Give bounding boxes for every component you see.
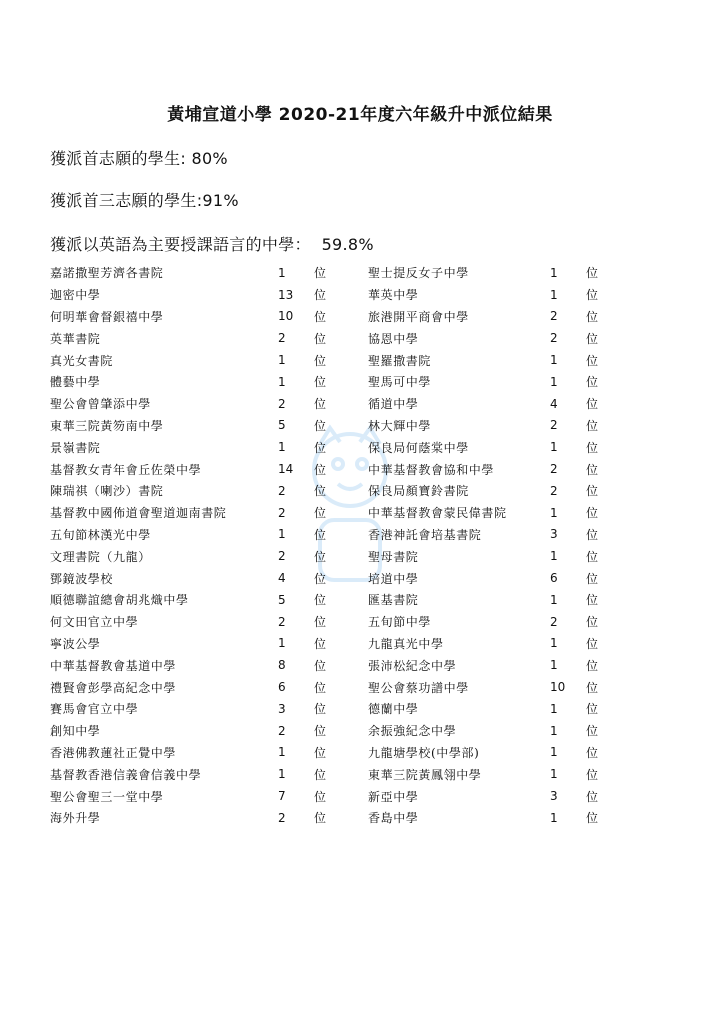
student-count: 1	[278, 636, 286, 651]
unit-label: 位	[314, 789, 327, 804]
unit-label: 位	[586, 484, 599, 499]
unit-label: 位	[586, 658, 599, 673]
student-count: 2	[278, 723, 286, 738]
unit-label: 位	[586, 397, 599, 412]
student-count: 1	[278, 527, 286, 542]
student-count: 1	[550, 265, 558, 280]
school-name: 協恩中學	[368, 331, 419, 346]
table-row	[368, 611, 650, 633]
school-name: 五旬節林漢光中學	[50, 527, 151, 542]
school-name: 海外升學	[50, 811, 101, 826]
unit-label: 位	[314, 680, 327, 695]
table-row	[50, 698, 334, 720]
student-count: 2	[550, 331, 558, 346]
school-name: 基督教中國佈道會聖道迦南書院	[50, 506, 227, 521]
student-count: 1	[278, 440, 286, 455]
unit-label: 位	[586, 745, 599, 760]
school-name: 保良局顏寶鈴書院	[368, 484, 469, 499]
student-count: 2	[550, 462, 558, 477]
student-count: 6	[550, 571, 558, 586]
table-row	[50, 720, 334, 742]
student-count: 3	[550, 789, 558, 804]
unit-label: 位	[314, 724, 327, 739]
student-count: 1	[550, 287, 558, 302]
stat-top-three-choice: 獲派首三志願的學生:91%	[50, 191, 239, 210]
unit-label: 位	[586, 309, 599, 324]
unit-label: 位	[586, 702, 599, 717]
table-row	[50, 676, 334, 698]
school-name: 景嶺書院	[50, 440, 101, 455]
student-count: 1	[550, 723, 558, 738]
unit-label: 位	[586, 462, 599, 477]
student-count: 2	[278, 483, 286, 498]
unit-label: 位	[586, 527, 599, 542]
table-row	[368, 567, 650, 589]
unit-label: 位	[314, 440, 327, 455]
unit-label: 位	[314, 397, 327, 412]
student-count: 3	[550, 527, 558, 542]
unit-label: 位	[314, 549, 327, 564]
table-row	[368, 545, 650, 567]
student-count: 5	[278, 418, 286, 433]
document-title: 黃埔宣道小學 2020-21年度六年級升中派位結果	[167, 105, 553, 125]
unit-label: 位	[314, 375, 327, 390]
table-row	[50, 262, 334, 284]
unit-label: 位	[586, 636, 599, 651]
table-row	[368, 807, 650, 829]
table-row	[368, 458, 650, 480]
unit-label: 位	[314, 331, 327, 346]
table-row	[50, 611, 334, 633]
table-row	[368, 785, 650, 807]
student-count: 2	[550, 614, 558, 629]
unit-label: 位	[586, 288, 599, 303]
school-name: 迦密中學	[50, 288, 101, 303]
school-name: 培道中學	[368, 571, 419, 586]
table-row	[368, 524, 650, 546]
table-row	[368, 633, 650, 655]
allocation-table	[50, 262, 650, 829]
school-name: 五旬節中學	[368, 615, 432, 630]
table-row	[368, 306, 650, 328]
student-count: 1	[550, 374, 558, 389]
school-name: 中華基督教會基道中學	[50, 658, 177, 673]
table-row	[368, 284, 650, 306]
school-name: 新亞中學	[368, 789, 419, 804]
table-row	[368, 327, 650, 349]
student-count: 4	[550, 396, 558, 411]
unit-label: 位	[314, 702, 327, 717]
unit-label: 位	[314, 484, 327, 499]
stat-english-medium: 獲派以英語為主要授課語言的中學： 59.8%	[50, 235, 374, 254]
school-name: 聖馬可中學	[368, 375, 432, 390]
school-name: 體藝中學	[50, 375, 101, 390]
student-count: 6	[278, 680, 286, 695]
school-name: 聖母書院	[368, 549, 419, 564]
unit-label: 位	[586, 375, 599, 390]
unit-label: 位	[586, 593, 599, 608]
table-row	[50, 502, 334, 524]
table-row	[50, 567, 334, 589]
school-name: 何明華會督銀禧中學	[50, 309, 164, 324]
unit-label: 位	[314, 745, 327, 760]
school-name: 香港佛教蓮社正覺中學	[50, 745, 177, 760]
school-name: 東華三院黃笏南中學	[50, 418, 164, 433]
unit-label: 位	[586, 266, 599, 281]
table-row	[50, 785, 334, 807]
school-name: 聖公會曾肇添中學	[50, 397, 151, 412]
school-name: 聖公會蔡功譜中學	[368, 680, 469, 695]
table-row	[368, 589, 650, 611]
school-name: 真光女書院	[50, 353, 114, 368]
table-row	[50, 524, 334, 546]
table-row	[50, 349, 334, 371]
left-column	[50, 262, 334, 829]
school-name: 中華基督教會協和中學	[368, 462, 495, 477]
school-name: 聖公會聖三一堂中學	[50, 789, 164, 804]
school-name: 創知中學	[50, 724, 101, 739]
student-count: 1	[550, 440, 558, 455]
student-count: 2	[278, 331, 286, 346]
student-count: 5	[278, 592, 286, 607]
unit-label: 位	[314, 462, 327, 477]
school-name: 聖羅撒書院	[368, 353, 432, 368]
school-name: 鄧鏡波學校	[50, 571, 114, 586]
unit-label: 位	[314, 506, 327, 521]
school-name: 香港神託會培基書院	[368, 527, 482, 542]
school-name: 英華書院	[50, 331, 101, 346]
table-row	[50, 633, 334, 655]
school-name: 張沛松紀念中學	[368, 658, 457, 673]
table-row	[50, 480, 334, 502]
student-count: 2	[278, 505, 286, 520]
unit-label: 位	[586, 549, 599, 564]
unit-label: 位	[586, 811, 599, 826]
school-name: 旅港開平商會中學	[368, 309, 469, 324]
student-count: 2	[278, 396, 286, 411]
student-count: 1	[278, 265, 286, 280]
student-count: 1	[550, 658, 558, 673]
school-name: 香島中學	[368, 811, 419, 826]
student-count: 7	[278, 789, 286, 804]
unit-label: 位	[586, 571, 599, 586]
table-row	[368, 349, 650, 371]
student-count: 1	[550, 767, 558, 782]
school-name: 寧波公學	[50, 636, 101, 651]
student-count: 2	[550, 309, 558, 324]
school-name: 順德聯誼總會胡兆熾中學	[50, 593, 189, 608]
table-row	[50, 284, 334, 306]
student-count: 4	[278, 571, 286, 586]
student-count: 13	[278, 287, 294, 302]
school-name: 陳瑞祺（喇沙）書院	[50, 484, 164, 499]
table-row	[50, 458, 334, 480]
student-count: 1	[550, 549, 558, 564]
student-count: 2	[278, 549, 286, 564]
table-row	[50, 763, 334, 785]
unit-label: 位	[586, 615, 599, 630]
school-name: 匯基書院	[368, 593, 419, 608]
table-row	[50, 393, 334, 415]
table-row	[50, 654, 334, 676]
school-name: 何文田官立中學	[50, 615, 139, 630]
student-count: 1	[550, 592, 558, 607]
school-name: 九龍塘學校(中學部)	[368, 745, 480, 760]
table-row	[50, 545, 334, 567]
student-count: 1	[550, 701, 558, 716]
unit-label: 位	[314, 571, 327, 586]
table-row	[368, 436, 650, 458]
school-name: 基督教女青年會丘佐榮中學	[50, 462, 202, 477]
student-count: 1	[550, 505, 558, 520]
unit-label: 位	[314, 593, 327, 608]
table-row	[368, 720, 650, 742]
school-name: 基督教香港信義會信義中學	[50, 767, 202, 782]
school-name: 禮賢會彭學高紀念中學	[50, 680, 177, 695]
student-count: 10	[278, 309, 294, 324]
table-row	[50, 436, 334, 458]
student-count: 1	[278, 745, 286, 760]
unit-label: 位	[586, 331, 599, 346]
school-name: 東華三院黃鳳翎中學	[368, 767, 482, 782]
school-name: 九龍真光中學	[368, 636, 444, 651]
unit-label: 位	[586, 353, 599, 368]
unit-label: 位	[314, 418, 327, 433]
unit-label: 位	[586, 724, 599, 739]
stat-first-choice: 獲派首志願的學生: 80%	[50, 149, 228, 168]
student-count: 2	[550, 418, 558, 433]
unit-label: 位	[586, 506, 599, 521]
table-row	[368, 676, 650, 698]
unit-label: 位	[314, 658, 327, 673]
table-row	[50, 371, 334, 393]
table-row	[368, 415, 650, 437]
unit-label: 位	[586, 789, 599, 804]
unit-label: 位	[314, 636, 327, 651]
student-count: 2	[278, 810, 286, 825]
school-name: 賽馬會官立中學	[50, 702, 139, 717]
unit-label: 位	[314, 615, 327, 630]
table-row	[50, 415, 334, 437]
table-row	[368, 654, 650, 676]
table-row	[50, 306, 334, 328]
unit-label: 位	[586, 440, 599, 455]
student-count: 1	[278, 374, 286, 389]
table-row	[50, 742, 334, 764]
school-name: 嘉諾撒聖芳濟各書院	[50, 266, 164, 281]
school-name: 聖士提反女子中學	[368, 266, 469, 281]
school-name: 德蘭中學	[368, 702, 419, 717]
student-count: 2	[278, 614, 286, 629]
school-name: 保良局何蔭棠中學	[368, 440, 469, 455]
unit-label: 位	[586, 767, 599, 782]
unit-label: 位	[586, 418, 599, 433]
unit-label: 位	[314, 811, 327, 826]
student-count: 3	[278, 701, 286, 716]
school-name: 華英中學	[368, 288, 419, 303]
table-row	[368, 480, 650, 502]
table-row	[368, 763, 650, 785]
school-name: 循道中學	[368, 397, 419, 412]
unit-label: 位	[314, 309, 327, 324]
unit-label: 位	[314, 266, 327, 281]
student-count: 1	[550, 810, 558, 825]
unit-label: 位	[586, 680, 599, 695]
unit-label: 位	[314, 288, 327, 303]
student-count: 14	[278, 462, 294, 477]
student-count: 1	[550, 745, 558, 760]
table-row	[368, 502, 650, 524]
student-count: 1	[550, 636, 558, 651]
unit-label: 位	[314, 527, 327, 542]
student-count: 1	[278, 767, 286, 782]
table-row	[368, 742, 650, 764]
student-count: 10	[550, 680, 566, 695]
school-name: 文理書院（九龍）	[50, 549, 151, 564]
right-column	[368, 262, 650, 829]
table-row	[368, 698, 650, 720]
table-row	[50, 327, 334, 349]
student-count: 2	[550, 483, 558, 498]
unit-label: 位	[314, 353, 327, 368]
unit-label: 位	[314, 767, 327, 782]
school-name: 林大輝中學	[368, 418, 432, 433]
table-row	[50, 589, 334, 611]
student-count: 1	[550, 353, 558, 368]
table-row	[368, 262, 650, 284]
student-count: 8	[278, 658, 286, 673]
table-row	[368, 393, 650, 415]
school-name: 余振強紀念中學	[368, 724, 457, 739]
table-row	[368, 371, 650, 393]
table-row	[50, 807, 334, 829]
student-count: 1	[278, 353, 286, 368]
school-name: 中華基督教會蒙民偉書院	[368, 506, 507, 521]
